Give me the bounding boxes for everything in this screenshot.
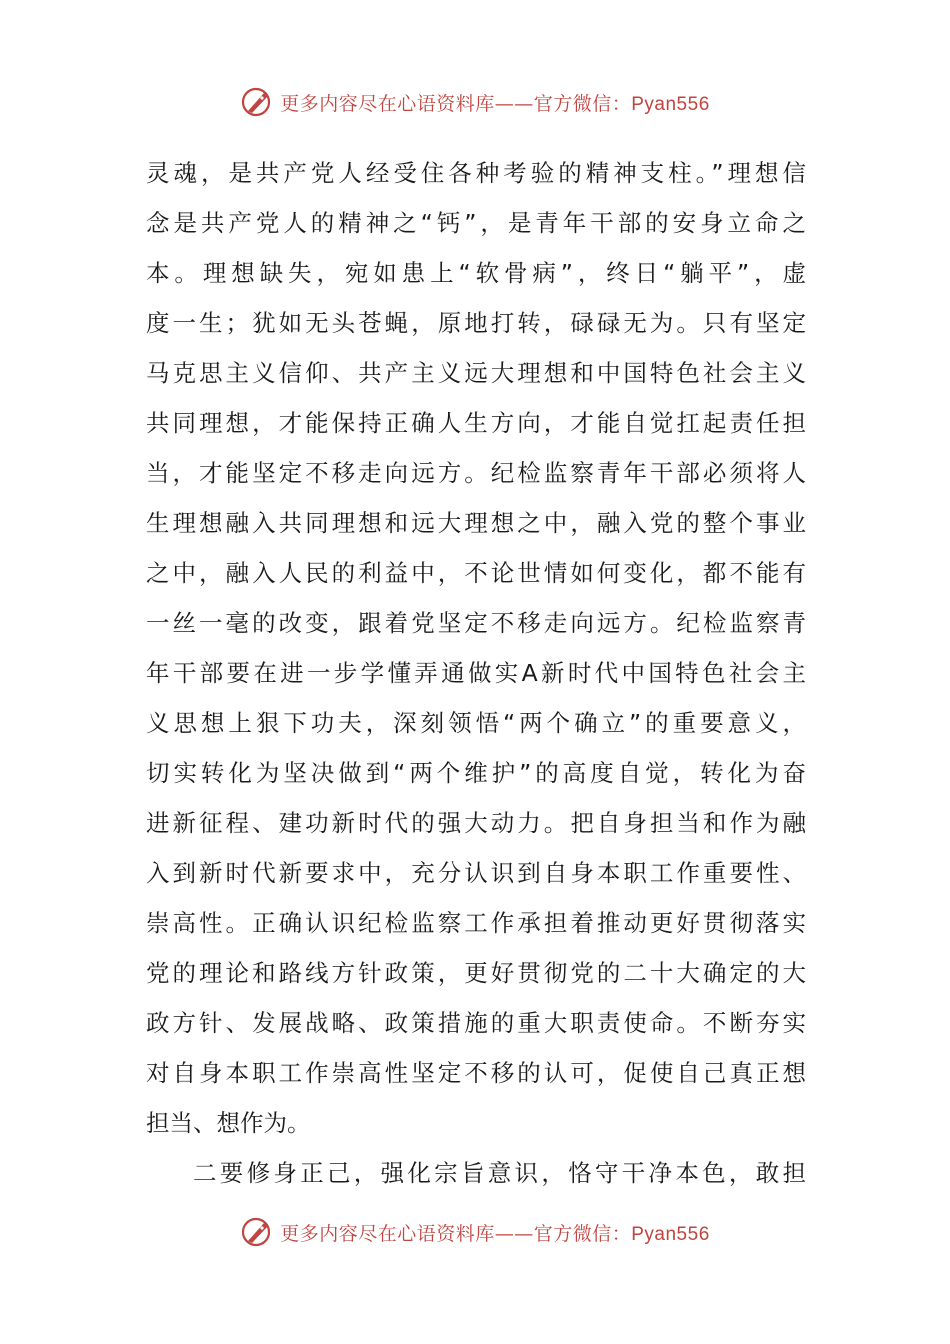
text-line: 念是共产党人的精神之“钙”，是青年干部的安身立命之 <box>146 209 806 237</box>
banner-wechat-id: Pyan556 <box>631 93 710 115</box>
text-line: 切实转化为坚决做到“两个维护”的高度自觉，转化为奋 <box>146 759 806 787</box>
pen-nib-circle-icon <box>240 1215 274 1249</box>
text-line: 年干部要在进一步学懂弄通做实A新时代中国特色社会主 <box>146 659 806 687</box>
banner-text <box>280 89 710 116</box>
document-body <box>146 148 806 1198</box>
text-line: 共同理想，才能保持正确人生方向，才能自觉扛起责任担 <box>146 409 806 437</box>
banner-wechat-label: 官方微信： <box>533 92 632 115</box>
banner-text <box>280 1219 710 1246</box>
banner-site-text: 更多内容尽在心语资料库 <box>280 1222 495 1245</box>
text-line: 入到新时代新要求中，充分认识到自身本职工作重要性、 <box>146 859 806 887</box>
text-line: 生理想融入共同理想和远大理想之中，融入党的整个事业 <box>146 509 806 537</box>
banner-site-text: 更多内容尽在心语资料库 <box>280 92 495 115</box>
pen-nib-circle-icon <box>240 85 274 119</box>
text-line: 政方针、发展战略、政策措施的重大职责使命。不断夯实 <box>146 1009 806 1037</box>
banner-dash: —— <box>494 1222 534 1245</box>
text-line: 马克思主义信仰、共产主义远大理想和中国特色社会主义 <box>146 359 806 387</box>
text-line: 度一生；犹如无头苍蝇，原地打转，碌碌无为。只有坚定 <box>146 309 806 337</box>
banner-dash: —— <box>494 92 534 115</box>
banner-wechat-label: 官方微信： <box>533 1222 632 1245</box>
text-line-paragraph-end: 担当、想作为。 <box>146 1109 311 1137</box>
text-line: 当，才能坚定不移走向远方。纪检监察青年干部必须将人 <box>146 459 806 487</box>
text-line: 之中，融入人民的利益中，不论世情如何变化，都不能有 <box>146 559 806 587</box>
text-line: 灵魂，是共产党人经受住各种考验的精神支柱。”理想信 <box>146 159 806 187</box>
header-watermark-banner <box>0 82 950 122</box>
text-line-paragraph-start: 二要修身正己，强化宗旨意识，恪守干净本色，敢担 <box>193 1159 806 1187</box>
text-line: 义思想上狠下功夫，深刻领悟“两个确立”的重要意义， <box>146 709 806 737</box>
banner-wechat-id: Pyan556 <box>631 1223 710 1245</box>
text-line: 一丝一毫的改变，跟着党坚定不移走向远方。纪检监察青 <box>146 609 806 637</box>
text-line: 对自身本职工作崇高性坚定不移的认可，促使自己真正想 <box>146 1059 806 1087</box>
text-line: 崇高性。正确认识纪检监察工作承担着推动更好贯彻落实 <box>146 909 806 937</box>
text-line: 党的理论和路线方针政策，更好贯彻党的二十大确定的大 <box>146 959 806 987</box>
text-line: 本。理想缺失，宛如患上“软骨病”，终日“躺平”，虚 <box>146 259 806 287</box>
text-line: 进新征程、建功新时代的强大动力。把自身担当和作为融 <box>146 809 806 837</box>
footer-watermark-banner <box>0 1212 950 1252</box>
